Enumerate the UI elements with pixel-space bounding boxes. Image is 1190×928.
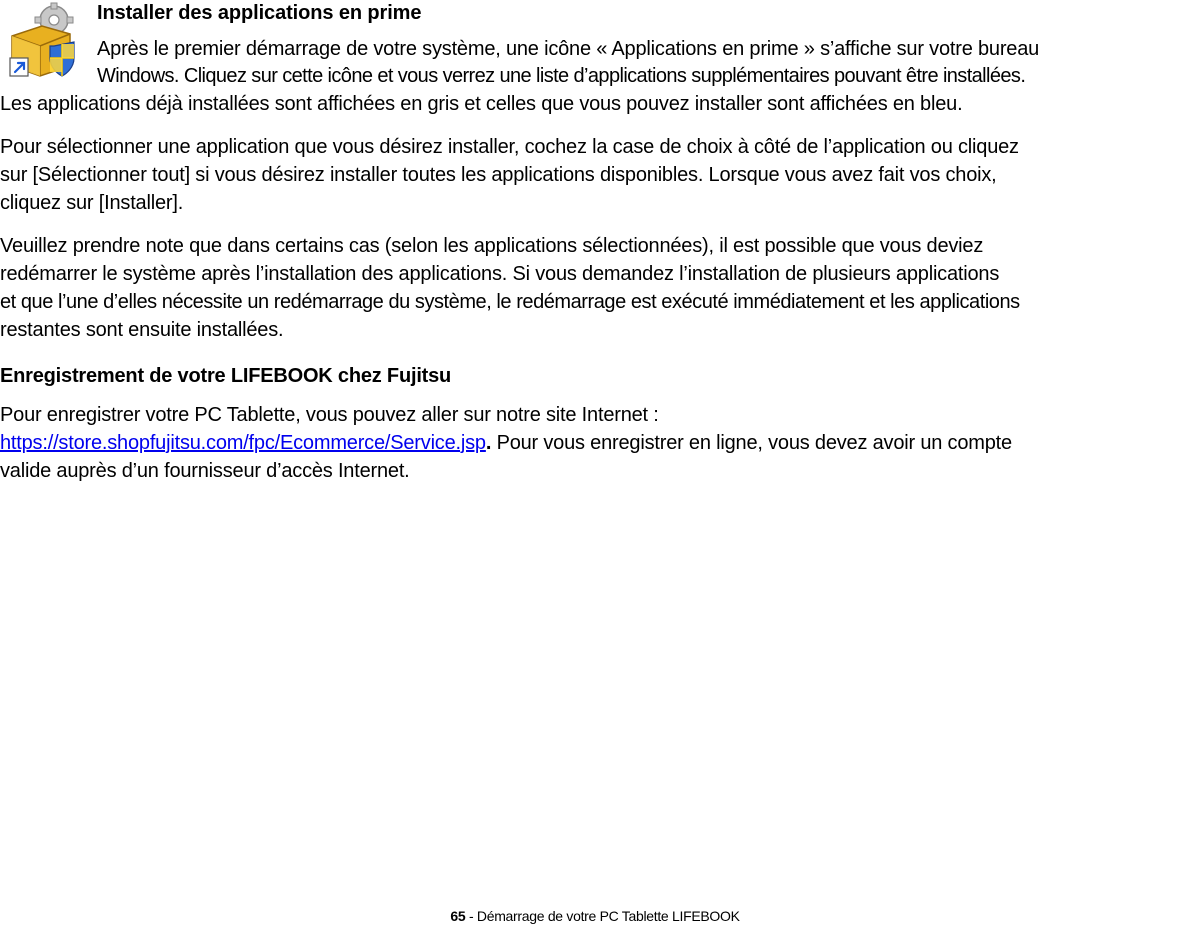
section-title-install-apps: Installer des applications en prime (97, 2, 422, 24)
bonus-apps-shortcut-icon (4, 2, 82, 80)
footer-text: - Démarrage de votre PC Tablette LIFEBOOK (465, 908, 740, 924)
paragraph-2-line-1: Pour sélectionner une application que vous désirez installer, cochez la case de choix à côté de l’application ou cliquez (0, 136, 1019, 158)
shield-icon (50, 42, 74, 76)
paragraph-1-line-1: Après le premier démarrage de votre système, une icône « Applications en prime » s’affiche sur votre bureau (97, 38, 1040, 60)
registration-line-3: valide auprès d’un fournisseur d’accès Internet. (0, 460, 410, 482)
page-footer (0, 907, 1190, 925)
shortcut-arrow-icon (10, 58, 28, 76)
page-number: 65 (450, 908, 466, 924)
paragraph-3-line-3: et que l’une d’elles nécessite un redémarrage du système, le redémarrage est exécuté immédiatement et les applications (0, 291, 1020, 313)
registration-line-2-rest: Pour vous enregistrer en ligne, vous devez avoir un compte (491, 432, 1012, 454)
paragraph-3-line-1: Veuillez prendre note que dans certains cas (selon les applications sélectionnées), il est possible que vous deviez (0, 235, 984, 257)
link-period: . (485, 432, 492, 454)
paragraph-2-line-3: cliquez sur [Installer]. (0, 192, 184, 214)
paragraph-3-line-2: redémarrer le système après l’installation des applications. Si vous demandez l’installation de plusieurs applications (0, 263, 1000, 285)
paragraph-1-line-3: Les applications déjà installées sont affichées en gris et celles que vous pouvez installer sont affichées en bleu. (0, 93, 963, 115)
paragraph-3-line-4: restantes sont ensuite installées. (0, 319, 284, 341)
registration-link[interactable]: https://store.shopfujitsu.com/fpc/Ecommerce/Service.jsp (0, 432, 486, 454)
paragraph-1-line-2: Windows. Cliquez sur cette icône et vous verrez une liste d’applications supplémentaires pouvant être installées. (97, 65, 1026, 87)
section-title-registration: Enregistrement de votre LIFEBOOK chez Fujitsu (0, 365, 452, 387)
registration-line-2 (0, 430, 1012, 456)
paragraph-2-line-2: sur [Sélectionner tout] si vous désirez installer toutes les applications disponibles. Lorsque vous avez fait vos choix, (0, 164, 997, 186)
registration-line-1: Pour enregistrer votre PC Tablette, vous pouvez aller sur notre site Internet : (0, 404, 659, 426)
